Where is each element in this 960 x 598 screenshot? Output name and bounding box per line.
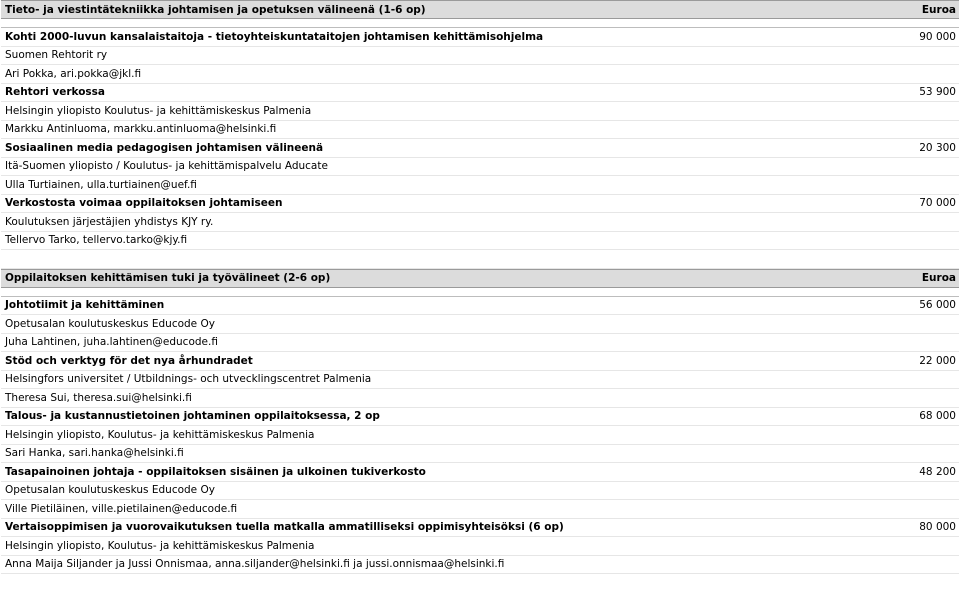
project-name-row	[1, 352, 959, 371]
project-amount: 53 900	[919, 86, 956, 99]
project-contact-row	[1, 556, 959, 575]
project-amount: 70 000	[919, 197, 956, 210]
project-name-row	[1, 519, 959, 538]
section-title: Oppilaitoksen kehittämisen tuki ja työvälineet (2-6 op)	[5, 272, 331, 284]
project-organization-row	[1, 315, 959, 334]
section-gap	[1, 250, 959, 269]
project-contact-row	[1, 445, 959, 464]
project-amount: 48 200	[919, 465, 956, 478]
project-amount: 80 000	[919, 521, 956, 534]
project-organization-row	[1, 482, 959, 501]
project-organization-row	[1, 426, 959, 445]
project-contact-row	[1, 500, 959, 519]
project-name: Talous- ja kustannustietoinen johtaminen oppilaitoksessa, 2 op	[5, 410, 380, 423]
project-organization: Opetusalan koulutuskeskus Educode Oy	[5, 484, 215, 497]
section-spacer	[1, 288, 959, 297]
project-organization: Opetusalan koulutuskeskus Educode Oy	[5, 317, 215, 330]
project-contact-row	[1, 334, 959, 353]
project-organization-row	[1, 47, 959, 66]
currency-label: Euroa	[921, 3, 956, 16]
project-amount: 90 000	[919, 30, 956, 43]
project-name: Verkostosta voimaa oppilaitoksen johtamiseen	[5, 197, 283, 210]
project-name: Tasapainoinen johtaja - oppilaitoksen sisäinen ja ulkoinen tukiverkosto	[5, 465, 426, 478]
project-name: Kohti 2000-luvun kansalaistaitoja - tietoyhteiskuntataitojen johtamisen kehittämisohjelma	[5, 30, 544, 43]
project-contact: Sari Hanka, sari.hanka@helsinki.fi	[5, 447, 184, 460]
project-organization-row	[1, 102, 959, 121]
project-contact-row	[1, 121, 959, 140]
project-name-row	[1, 139, 959, 158]
project-organization: Koulutuksen järjestäjien yhdistys KJY ry.	[5, 215, 214, 228]
project-amount: 56 000	[919, 299, 956, 312]
project-contact: Markku Antinluoma, markku.antinluoma@helsinki.fi	[5, 123, 277, 136]
project-organization: Itä-Suomen yliopisto / Koulutus- ja kehittämispalvelu Aducate	[5, 160, 328, 173]
project-contact-row	[1, 232, 959, 251]
project-organization-row	[1, 158, 959, 177]
project-contact-row	[1, 389, 959, 408]
project-name-row	[1, 28, 959, 47]
project-organization: Helsingin yliopisto, Koulutus- ja kehittämiskeskus Palmenia	[5, 428, 315, 441]
project-name-row	[1, 195, 959, 214]
project-organization-row	[1, 371, 959, 390]
section-spacer	[1, 19, 959, 28]
section-header	[1, 269, 959, 288]
funding-document	[1, 0, 959, 574]
project-organization-row	[1, 213, 959, 232]
project-name-row	[1, 297, 959, 316]
project-name-row	[1, 84, 959, 103]
project-name: Sosiaalinen media pedagogisen johtamisen välineenä	[5, 141, 324, 154]
project-name: Johtotiimit ja kehittäminen	[5, 299, 165, 312]
project-name-row	[1, 408, 959, 427]
project-amount: 22 000	[919, 354, 956, 367]
project-organization-row	[1, 537, 959, 556]
project-organization: Suomen Rehtorit ry	[5, 49, 108, 62]
project-organization: Helsingin yliopisto, Koulutus- ja kehittämiskeskus Palmenia	[5, 539, 315, 552]
project-contact-row	[1, 65, 959, 84]
project-name: Rehtori verkossa	[5, 86, 105, 99]
project-organization: Helsingfors universitet / Utbildnings- och utvecklingscentret Palmenia	[5, 373, 372, 386]
project-contact: Juha Lahtinen, juha.lahtinen@educode.fi	[5, 336, 218, 349]
section-header	[1, 0, 959, 19]
project-contact: Ville Pietiläinen, ville.pietilainen@educode.fi	[5, 502, 238, 515]
section-title: Tieto- ja viestintätekniikka johtamisen ja opetuksen välineenä (1-6 op)	[5, 3, 426, 16]
project-name: Vertaisoppimisen ja vuorovaikutuksen tuella matkalla ammatilliseksi oppimisyhteisöksi (6 op)	[5, 521, 564, 534]
project-contact: Tellervo Tarko, tellervo.tarko@kjy.fi	[5, 234, 188, 247]
project-amount: 68 000	[919, 410, 956, 423]
project-amount: 20 300	[919, 141, 956, 154]
project-contact-row	[1, 176, 959, 195]
project-contact: Ari Pokka, ari.pokka@jkl.fi	[5, 67, 142, 80]
project-contact: Anna Maija Siljander ja Jussi Onnismaa, anna.siljander@helsinki.fi ja jussi.onnismaa@helsinki.fi	[5, 558, 505, 571]
currency-label: Euroa	[921, 272, 956, 284]
project-organization: Helsingin yliopisto Koulutus- ja kehittämiskeskus Palmenia	[5, 104, 312, 117]
project-contact: Theresa Sui, theresa.sui@helsinki.fi	[5, 391, 192, 404]
project-name-row	[1, 463, 959, 482]
project-contact: Ulla Turtiainen, ulla.turtiainen@uef.fi	[5, 178, 197, 191]
project-name: Stöd och verktyg för det nya århundradet	[5, 354, 253, 367]
